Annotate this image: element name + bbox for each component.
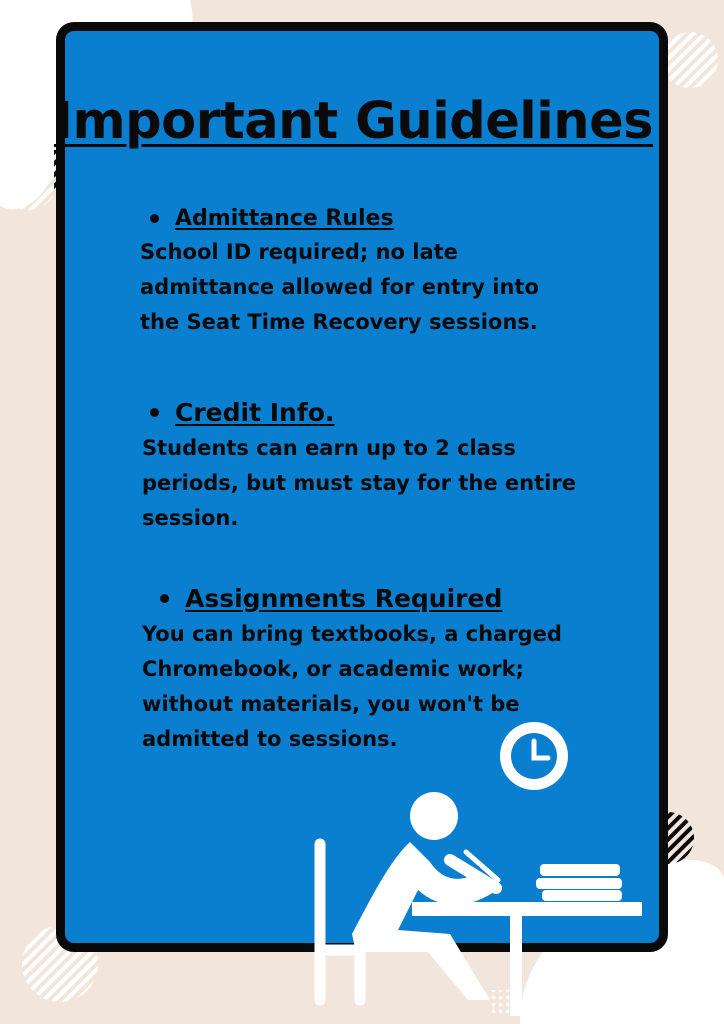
- section-heading-label: Credit Info.: [175, 398, 335, 427]
- body-line: without materials, you won't be: [142, 692, 520, 716]
- book: [540, 864, 620, 876]
- body-line: the Seat Time Recovery sessions.: [140, 310, 538, 334]
- section-heading-label: Assignments Required: [185, 584, 503, 613]
- section-admittance-rules: [140, 206, 539, 340]
- desk-leg: [510, 916, 522, 1016]
- section-credit-info: [142, 398, 576, 536]
- striped-circle-left: [0, 150, 58, 210]
- body-line: Chromebook, or academic work;: [142, 657, 524, 681]
- body-line: Students can earn up to 2 class: [142, 436, 516, 460]
- body-line: periods, but must stay for the entire: [142, 471, 576, 495]
- page-title: Important Guidelines: [54, 92, 654, 151]
- book: [542, 890, 622, 901]
- student-body: [352, 842, 500, 1000]
- body-line: School ID required; no late: [140, 240, 458, 264]
- section-heading: [160, 584, 562, 613]
- section-heading-label: Admittance Rules: [175, 206, 394, 231]
- body-line: You can bring textbooks, a charged: [142, 622, 562, 646]
- section-body: [140, 235, 539, 340]
- section-heading: [150, 398, 576, 427]
- student-head: [410, 792, 458, 840]
- section-heading: [150, 206, 539, 231]
- bullet-icon: [160, 594, 169, 603]
- striped-circle-top-right: [662, 32, 718, 88]
- clock-icon: [500, 722, 568, 790]
- body-line: admitted to sessions.: [142, 727, 398, 751]
- chair: [320, 844, 360, 1000]
- bullet-icon: [150, 214, 159, 223]
- desk-top: [412, 902, 642, 916]
- student-studying-illustration: [300, 720, 724, 1024]
- section-body: [142, 431, 576, 536]
- body-line: session.: [142, 506, 239, 530]
- body-line: admittance allowed for entry into: [140, 275, 539, 299]
- book: [536, 878, 622, 889]
- bullet-icon: [150, 408, 159, 417]
